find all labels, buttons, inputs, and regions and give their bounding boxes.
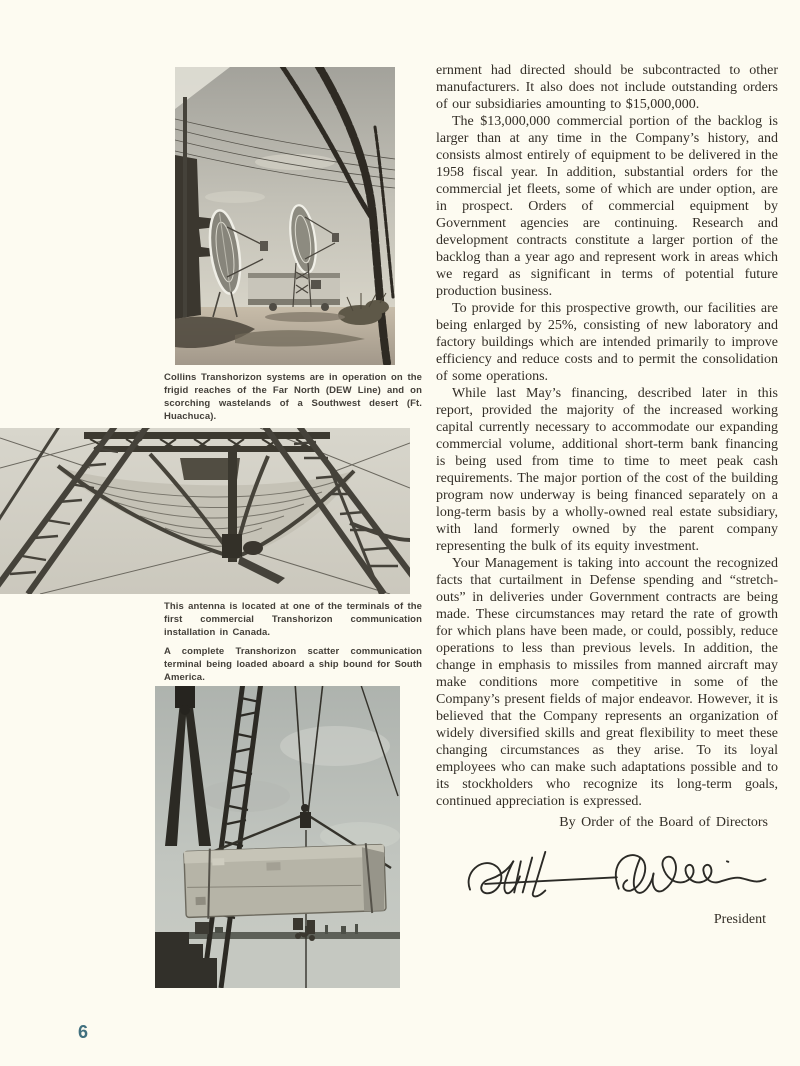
photo-desert-antennas (175, 67, 395, 365)
photo-desert-antennas-illustration (175, 67, 395, 365)
photo-caption: Collins Transhorizon systems are in operation on the frigid reaches of the Far North (DEW Line) and on scorching wastelands of a Southwest desert (Ft. Huachuca). (164, 372, 422, 422)
body-paragraph: ernment had directed should be subcontracted to other manufacturers. It also does not include outstanding orders of our subsidiaries amounting to $15,000,000. (436, 63, 778, 112)
signoff-title: President (713, 912, 766, 927)
photo-caption: This antenna is located at one of the terminals of the first commercial Transhorizon communication installation in Canada. (164, 601, 422, 638)
photo-ship-loading-illustration (155, 686, 400, 988)
body-paragraph: Your Management is taking into account the recognized facts that curtailment in Defense spending and “stretch-outs” in deliveries under Government contracts are being made. These circumstances may retard the rate of growth for which plans have been made, or could, possibly, reduce operations to less than previous levels. In addition, the change in emphasis to missiles from manned aircraft may make conditions more competitive in some of the Company’s present fields of major endeavor. However, it is believed that the Company represents an organization of widely diversified skills and great flexibility to meet these changing circumstances as they arise. To its loyal employees who can make such adaptations possible and to its stockholders who recognize its long-term goals, continued appreciation is expressed. (436, 556, 778, 809)
body-paragraph: To provide for this prospective growth, our facilities are being enlarged by 25%, consisting of new laboratory and factory buildings which are intended primarily to improve efficiency and reduce costs and to permit the consolidation of some operations. (436, 301, 778, 384)
page-number: 6 (78, 1022, 89, 1042)
photo-ship-loading-crane (155, 686, 400, 988)
body-paragraph: While last May’s financing, described later in this report, provided the majority of the increased working capital currently necessary to accommodate our expanding commercial volume, additional short-term bank financing is being used from time to time to meet peak cash requirements. The major portion of the cost of the building program now underway is being financed separately on a long-term basis by a wholly-owned real estate subsidiary, with land formerly owned by the parent company representing the bulk of its equity investment. (436, 386, 778, 554)
signature-area (436, 835, 778, 915)
body-paragraph: The $13,000,000 commercial portion of the backlog is larger than at any time in the Company’s history, and consists almost entirely of equipment to be delivered in the 1958 fiscal year. In addition, substantial orders for the commercial jet fleets, some of which are under option, are in prospect. Orders of commercial equipment by Government agencies are continuing. Research and development contracts constitute a larger portion of the backlog than a year ago and represent work in areas which we regard as significant in terms of potential future production business. (436, 114, 778, 299)
closing-line: By Order of the Board of Directors (559, 815, 768, 830)
signature-handwriting-icon (454, 835, 774, 915)
photo-antenna-underside-illustration (0, 428, 410, 594)
photo-caption: A complete Transhorizon scatter communication terminal being loaded aboard a ship bound for South America. (164, 646, 422, 683)
photo-antenna-underside (0, 428, 410, 594)
body-text-column (436, 62, 778, 928)
